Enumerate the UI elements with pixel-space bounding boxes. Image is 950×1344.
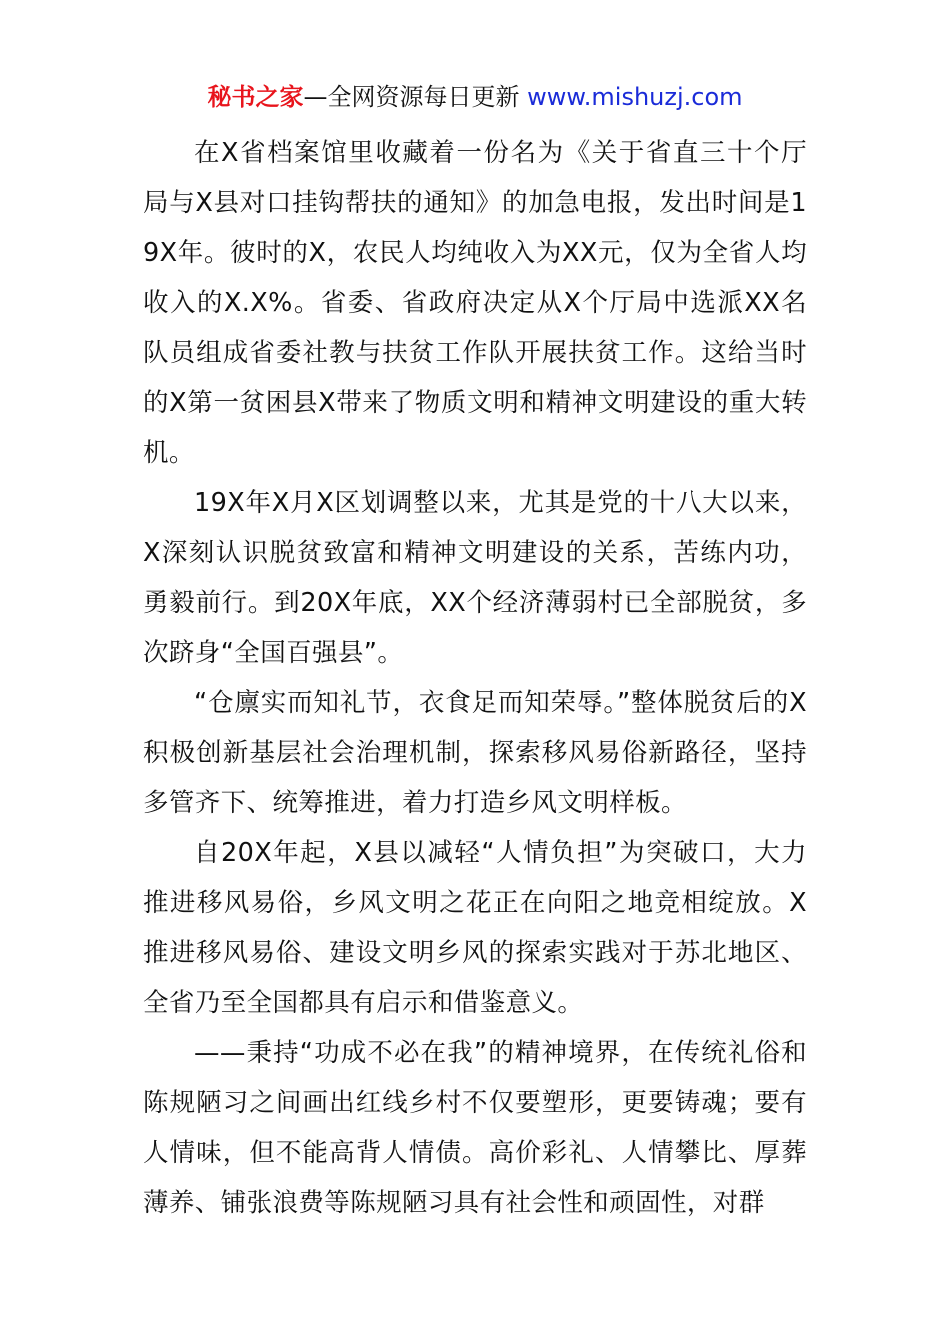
paragraph-3: “仓廪实而知礼节，衣食足而知荣辱。”整体脱贫后的X积极创新基层社会治理机制，探索移风易俗新路径，坚持多管齐下、统筹推进，着力打造乡风文明样板。 — [143, 688, 807, 818]
document-body — [143, 128, 807, 1228]
paragraph-4: 自20X年起，X县以减轻“人情负担”为突破口，大力推进移风易俗，乡风文明之花正在向阳之地竞相绽放。X推进移风易俗、建设文明乡风的探索实践对于苏北地区、全省乃至全国都具有启示和借鉴意义。 — [143, 838, 807, 1018]
brand-name: 秘书之家 — [207, 83, 304, 111]
paragraph-2: 19X年X月X区划调整以来，尤其是党的十八大以来，X深刻认识脱贫致富和精神文明建设的关系，苦练内功，勇毅前行。到20X年底，XX个经济薄弱村已全部脱贫，多次跻身“全国百强县”。 — [143, 488, 807, 668]
header-tagline: —全网资源每日更新 — [303, 83, 528, 111]
site-url-link[interactable]: www.mishuzj.com — [527, 83, 743, 111]
paragraph-5: ——秉持“功成不必在我”的精神境界，在传统礼俗和陈规陋习之间画出红线乡村不仅要塑形，更要铸魂；要有人情味，但不能高背人情债。高价彩礼、人情攀比、厚葬薄养、铺张浪费等陈规陋习具有社会性和顽固性，对群 — [143, 1038, 807, 1218]
paragraph-1: 在X省档案馆里收藏着一份名为《关于省直三十个厅局与X县对口挂钩帮扶的通知》的加急电报，发出时间是19X年。彼时的X，农民人均纯收入为XX元，仅为全省人均收入的X.X%。省委、省政府决定从X个厅局中选派XX名队员组成省委社教与扶贫工作队开展扶贫工作。这给当时的X第一贫困县X带来了物质文明和精神文明建设的重大转机。 — [143, 138, 807, 468]
site-header — [0, 80, 950, 114]
